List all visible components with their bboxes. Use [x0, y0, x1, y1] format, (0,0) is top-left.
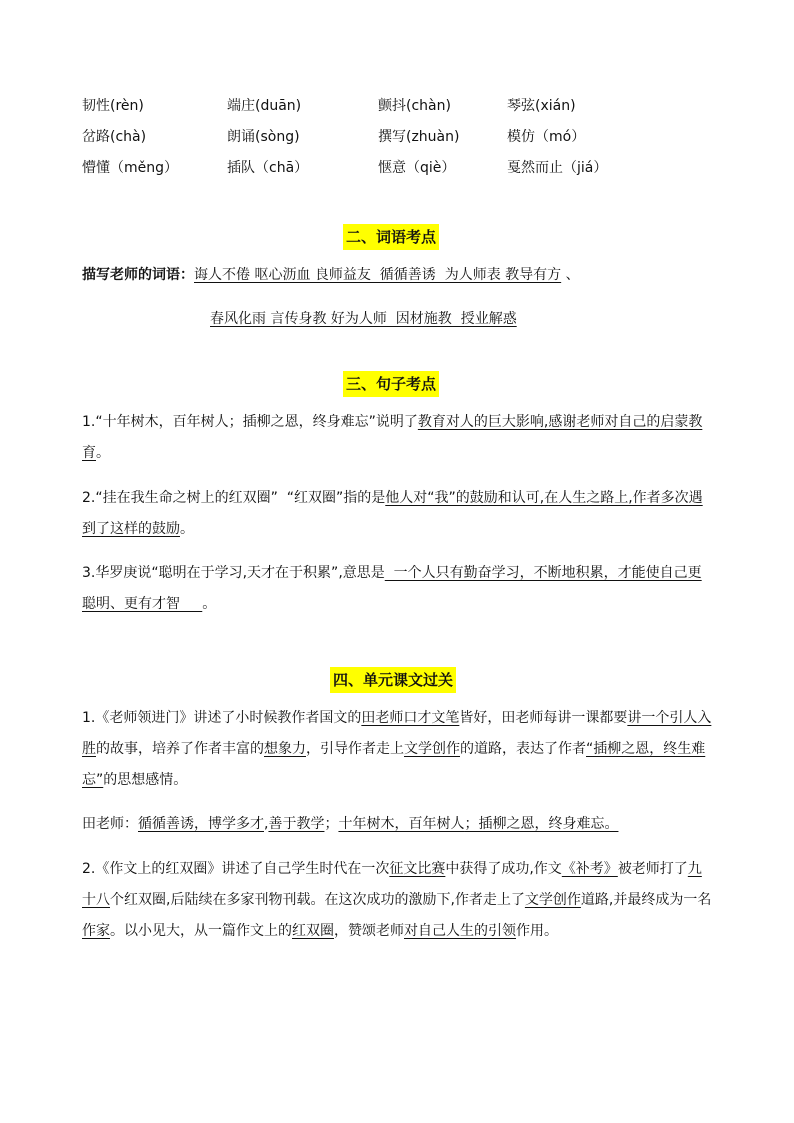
lesson-text: 皆好，田老师每讲一课都要 [459, 710, 628, 726]
teacher-traits [82, 809, 712, 840]
sentence-answer: 教育对人的巨大影响,感谢老师对自己的启蒙教育 [82, 414, 703, 461]
lesson-answer: ；插柳之恩，终身难忘。 [464, 816, 619, 832]
lesson-text: 田老师： [82, 816, 138, 832]
pinyin-word: 韧性(rèn) [82, 98, 144, 114]
lesson-answer: 想象力 [264, 741, 306, 757]
lesson-text: 。以小见大，从一篇作文上的 [110, 923, 292, 939]
pinyin-word: 端庄(duān) [227, 98, 302, 114]
lesson-text: 的故事，培养了作者丰富的 [96, 741, 264, 757]
pinyin-word: 琴弦(xián) [507, 98, 576, 114]
pinyin-word: 朗诵(sòng) [227, 129, 300, 145]
sentence-end: 。 [96, 445, 110, 461]
lesson-answer: 讲一个引人入胜 [82, 710, 712, 757]
pinyin-word: 懵懂（měng） [82, 160, 179, 176]
lesson-text: 被老师打了 [617, 861, 688, 877]
lesson-answer: 红双圈 [292, 923, 334, 939]
lesson-text: 2.《作文上的红双圈》讲述了自己学生时代在一次 [82, 861, 390, 877]
lesson-answer: 九十八 [82, 861, 702, 908]
lesson-answer: 循循善诱，博学多才 [138, 816, 264, 832]
pinyin-word: 撰写(zhuàn) [378, 129, 460, 145]
lesson-paragraph-2 [82, 854, 712, 947]
lesson-answer: 作家 [82, 923, 110, 939]
pinyin-row [82, 156, 722, 187]
section-heading-vocabulary: 二、词语考点 [343, 224, 439, 250]
lesson-answer: 田老师口才文笔 [361, 710, 460, 726]
lesson-paragraph-1 [82, 703, 712, 796]
lesson-text: ，引导作者走上 [306, 741, 404, 757]
sentence-text: 1.“十年树木，百年树人；插柳之恩，终身难忘”说明了 [82, 414, 418, 430]
pinyin-word: 惬意（qiè） [378, 160, 456, 176]
vocab-line-2 [210, 304, 630, 335]
pinyin-word: 戛然而止（jiá） [507, 160, 608, 176]
vocab-words-2: 春风化雨 言传身教 好为人师 因材施教 授业解惑 [210, 311, 517, 327]
pinyin-word: 插队（chā） [227, 160, 309, 176]
sentence-item-1 [82, 407, 712, 469]
lesson-text: , [264, 816, 269, 832]
vocab-tail: 、 [561, 267, 580, 283]
pinyin-row [82, 94, 722, 125]
pinyin-table [82, 94, 722, 187]
sentence-answer: 他人对“我”的鼓励和认可,在人生之路上,作者多次遇到了这样的鼓励 [82, 490, 703, 537]
lesson-text: 道路,并最终成为一名 [580, 892, 712, 908]
sentence-item-3 [82, 558, 712, 620]
lesson-answer: 对自己人生的引领 [404, 923, 516, 939]
lesson-text: 中获得了成功,作文 [445, 861, 562, 877]
lesson-text: ，赞颂老师 [334, 923, 404, 939]
pinyin-word: 岔路(chà) [82, 129, 147, 145]
sentence-text: 2.“挂在我生命之树上的红双圈” “红双圈”指的是 [82, 490, 386, 506]
lesson-answer: 文学创作 [404, 741, 460, 757]
lesson-text: 的思想感情。 [103, 772, 188, 788]
lesson-text: 的道路，表达了作者 [460, 741, 586, 757]
lesson-answer: 文学创作 [524, 892, 581, 908]
section-heading-sentences: 三、句子考点 [343, 371, 439, 397]
lesson-answer: 善于教学 [268, 816, 325, 832]
vocab-label: 描写老师的词语： [82, 267, 194, 283]
sentence-answer: 一个人只有勤奋学习，不断地积累，才能使自己更聪明、更有才智 [82, 565, 702, 612]
lesson-answer: “插柳之恩，终生难忘” [82, 741, 706, 788]
sentence-end: 。 [202, 596, 217, 612]
vocab-line-1 [82, 260, 722, 291]
sentence-item-2 [82, 483, 712, 545]
lesson-text: 作用。 [516, 923, 558, 939]
sentence-text: 3.华罗庚说“聪明在于学习,天才在于积累”,意思是 [82, 565, 385, 581]
lesson-answer: 征文比赛 [389, 861, 446, 877]
section-heading-lessons: 四、单元课文过关 [330, 667, 456, 693]
lesson-answer: 《补考》 [561, 861, 618, 877]
lesson-text: 个红双圈,后陆续在多家刊物刊载。在这次成功的激励下,作者走上了 [110, 892, 525, 908]
lesson-text: 1.《老师领进门》讲述了小时候教作者国文的 [82, 710, 362, 726]
lesson-text: ； [324, 816, 339, 832]
pinyin-word: 模仿（mó） [507, 129, 586, 145]
pinyin-word: 颤抖(chàn) [378, 98, 451, 114]
sentence-end: 。 [180, 521, 194, 537]
pinyin-row [82, 125, 722, 156]
vocab-words-1: 诲人不倦 呕心沥血 良师益友 循循善诱 为人师表 教导有方 [194, 267, 562, 283]
lesson-answer: 十年树木，百年树人 [338, 816, 465, 832]
